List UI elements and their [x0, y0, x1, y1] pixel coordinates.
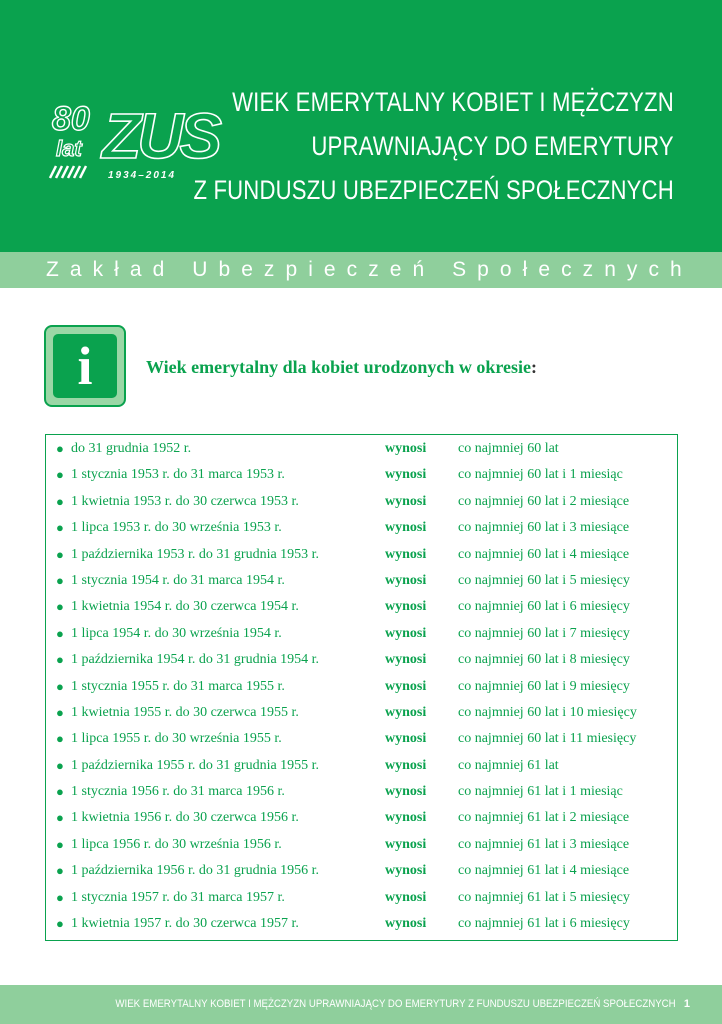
table-row — [46, 515, 677, 541]
band-letter: z — [582, 258, 594, 281]
retirement-age: co najmniej 60 lat i 9 miesięcy — [458, 678, 630, 694]
retirement-age: co najmniej 60 lat i 5 miesięcy — [458, 572, 630, 588]
band-space — [435, 252, 441, 288]
verb-label: wynosi — [385, 572, 427, 588]
table-row — [46, 832, 677, 858]
retirement-age: co najmniej 60 lat — [458, 441, 559, 456]
band-space — [175, 252, 181, 288]
birth-period: 1 stycznia 1956 r. do 31 marca 1956 r. — [71, 784, 285, 800]
institution-name — [46, 252, 682, 288]
retirement-age: co najmniej 60 lat i 3 miesiące — [458, 520, 630, 536]
retirement-age: co najmniej 60 lat i 1 miesiąc — [458, 467, 623, 483]
bullet-icon: ● — [56, 678, 64, 694]
table-row — [46, 489, 677, 515]
retirement-age: co najmniej 61 lat i 1 miesiąc — [458, 784, 623, 800]
band-letter: Z — [46, 258, 59, 281]
birth-period: 1 października 1954 r. do 31 grudnia 1954 r. — [71, 652, 320, 668]
bullet-icon: ● — [56, 810, 64, 826]
bullet-icon: ● — [56, 836, 64, 852]
verb-label: wynosi — [385, 916, 427, 932]
verb-label: wynosi — [385, 731, 427, 747]
bullet-icon: ● — [56, 863, 64, 879]
band-letter: c — [561, 258, 572, 281]
bullet-icon: ● — [56, 652, 64, 668]
birth-period: 1 lipca 1956 r. do 30 września 1956 r. — [71, 836, 282, 852]
logo-number: 80 — [52, 100, 90, 138]
bullet-icon: ● — [56, 546, 64, 562]
bullet-icon: ● — [56, 784, 64, 800]
retirement-age-table — [45, 434, 678, 941]
table-row — [46, 805, 677, 831]
bullet-icon: ● — [56, 704, 64, 720]
retirement-age: co najmniej 60 lat i 6 miesięcy — [458, 599, 630, 615]
title-line-2: UPRAWNIAJĄCY DO EMERYTURY — [311, 131, 674, 161]
footer-title: WIEK EMERYTALNY KOBIET I MĘŻCZYZN UPRAWNIAJĄCY DO EMERYTURY Z FUNDUSZU UBEZPIECZEŃ SPOŁECZNYCH — [115, 998, 676, 1010]
retirement-age: co najmniej 60 lat i 10 miesięcy — [458, 704, 637, 720]
retirement-age: co najmniej 60 lat i 2 miesiące — [458, 493, 630, 509]
verb-label: wynosi — [385, 493, 427, 509]
bullet-icon: ● — [56, 731, 64, 747]
band-letter: ń — [412, 258, 425, 281]
table-row — [46, 568, 677, 594]
band-letter: a — [69, 258, 82, 281]
band-letter: e — [389, 258, 402, 281]
info-icon-letter: i — [53, 334, 117, 398]
band-letter: ł — [114, 258, 119, 281]
retirement-age: co najmniej 61 lat — [458, 757, 559, 773]
birth-period: 1 stycznia 1953 r. do 31 marca 1953 r. — [71, 467, 285, 483]
retirement-age: co najmniej 61 lat i 4 miesiące — [458, 863, 630, 879]
band-letter: c — [346, 258, 358, 281]
table-row — [46, 674, 677, 700]
verb-label: wynosi — [385, 546, 427, 562]
verb-label: wynosi — [385, 704, 427, 720]
birth-period: 1 lipca 1953 r. do 30 września 1953 r. — [71, 520, 282, 536]
birth-period: 1 października 1955 r. do 31 grudnia 1955 r. — [71, 757, 320, 773]
title-line-3: Z FUNDUSZU UBEZPIECZEŃ SPOŁECZNYCH — [193, 175, 674, 205]
table-row — [46, 726, 677, 752]
retirement-age: co najmniej 60 lat i 8 miesięcy — [458, 652, 630, 668]
bullet-icon: ● — [56, 441, 64, 456]
birth-period: 1 lipca 1954 r. do 30 września 1954 r. — [71, 625, 282, 641]
bullet-icon: ● — [56, 916, 64, 932]
table-row — [46, 462, 677, 488]
band-letter: c — [648, 258, 659, 281]
table-row — [46, 647, 677, 673]
birth-period: 1 stycznia 1955 r. do 31 marca 1955 r. — [71, 678, 285, 694]
band-letter: h — [670, 258, 682, 281]
band-letter: a — [129, 258, 142, 281]
band-letter: z — [263, 258, 275, 281]
table-row — [46, 436, 677, 462]
page-header — [0, 0, 722, 252]
retirement-age: co najmniej 60 lat i 11 miesięcy — [458, 731, 637, 747]
bullet-icon: ● — [56, 467, 64, 483]
page-footer — [0, 985, 722, 1024]
logo-word: lat — [56, 136, 82, 161]
band-letter: z — [368, 258, 379, 281]
bullet-icon: ● — [56, 520, 64, 536]
logo-brand: ZUS — [102, 100, 218, 172]
section-subtitle — [146, 357, 537, 378]
band-letter: n — [604, 258, 616, 281]
band-letter: ł — [522, 258, 528, 281]
birth-period: 1 października 1956 r. do 31 grudnia 1956 r. — [71, 863, 320, 879]
verb-label: wynosi — [385, 467, 427, 483]
birth-period: 1 kwietnia 1955 r. do 30 czerwca 1955 r. — [71, 704, 299, 720]
subtitle-text: Wiek emerytalny dla kobiet urodzonych w okresie — [146, 357, 532, 377]
band-letter: p — [285, 258, 298, 281]
retirement-age: co najmniej 61 lat i 2 miesiące — [458, 810, 630, 826]
retirement-age: co najmniej 61 lat i 6 miesięcy — [458, 916, 630, 932]
retirement-age: co najmniej 61 lat i 3 miesiące — [458, 836, 630, 852]
bullet-icon: ● — [56, 889, 64, 905]
bullet-icon: ● — [56, 757, 64, 773]
bullet-icon: ● — [56, 599, 64, 615]
band-letter: e — [323, 258, 336, 281]
retirement-age: co najmniej 61 lat i 5 miesięcy — [458, 889, 630, 905]
band-letter: e — [241, 258, 253, 281]
band-letter: b — [218, 258, 231, 281]
band-letter: o — [499, 258, 512, 281]
verb-label: wynosi — [385, 520, 427, 536]
birth-period: 1 kwietnia 1957 r. do 30 czerwca 1957 r. — [71, 916, 299, 932]
table-row — [46, 911, 677, 937]
verb-label: wynosi — [385, 810, 427, 826]
title-line-1: WIEK EMERYTALNY KOBIET I MĘŻCZYZN — [232, 87, 674, 117]
retirement-age: co najmniej 60 lat i 4 miesiące — [458, 546, 630, 562]
retirement-age: co najmniej 60 lat i 7 miesięcy — [458, 625, 630, 641]
bullet-icon: ● — [56, 625, 64, 641]
band-letter: e — [538, 258, 551, 281]
band-letter: U — [192, 258, 208, 281]
band-letter: y — [626, 258, 638, 281]
page-title — [194, 80, 674, 212]
verb-label: wynosi — [385, 652, 427, 668]
institution-band — [0, 252, 722, 288]
page-number: 1 — [683, 998, 690, 1010]
birth-period: 1 stycznia 1957 r. do 31 marca 1957 r. — [71, 889, 285, 905]
subtitle-colon: : — [531, 357, 538, 377]
table-row — [46, 621, 677, 647]
info-icon — [44, 325, 126, 407]
band-letter: k — [92, 258, 104, 281]
verb-label: wynosi — [385, 441, 427, 456]
verb-label: wynosi — [385, 678, 427, 694]
verb-label: wynosi — [385, 784, 427, 800]
birth-period: 1 stycznia 1954 r. do 31 marca 1954 r. — [71, 572, 285, 588]
birth-period: 1 lipca 1955 r. do 30 września 1955 r. — [71, 731, 282, 747]
band-letter: d — [152, 258, 165, 281]
table-row — [46, 542, 677, 568]
verb-label: wynosi — [385, 889, 427, 905]
bullet-icon: ● — [56, 493, 64, 509]
birth-period: do 31 grudnia 1952 r. — [71, 441, 192, 456]
table-row — [46, 700, 677, 726]
band-letter: S — [452, 258, 467, 281]
band-letter: i — [308, 258, 313, 281]
band-letter: p — [477, 258, 489, 281]
table-row — [46, 858, 677, 884]
birth-period: 1 kwietnia 1953 r. do 30 czerwca 1953 r. — [71, 493, 299, 509]
verb-label: wynosi — [385, 599, 427, 615]
table-row — [46, 753, 677, 779]
verb-label: wynosi — [385, 757, 427, 773]
verb-label: wynosi — [385, 836, 427, 852]
birth-period: 1 października 1953 r. do 31 grudnia 1953 r. — [71, 546, 320, 562]
birth-period: 1 kwietnia 1954 r. do 30 czerwca 1954 r. — [71, 599, 299, 615]
table-row — [46, 594, 677, 620]
logo-stripes — [50, 166, 86, 178]
logo-years: 1934–2014 — [108, 170, 177, 181]
birth-period: 1 kwietnia 1956 r. do 30 czerwca 1956 r. — [71, 810, 299, 826]
verb-label: wynosi — [385, 625, 427, 641]
bullet-icon: ● — [56, 572, 64, 588]
table-row — [46, 885, 677, 911]
verb-label: wynosi — [385, 863, 427, 879]
table-row — [46, 779, 677, 805]
